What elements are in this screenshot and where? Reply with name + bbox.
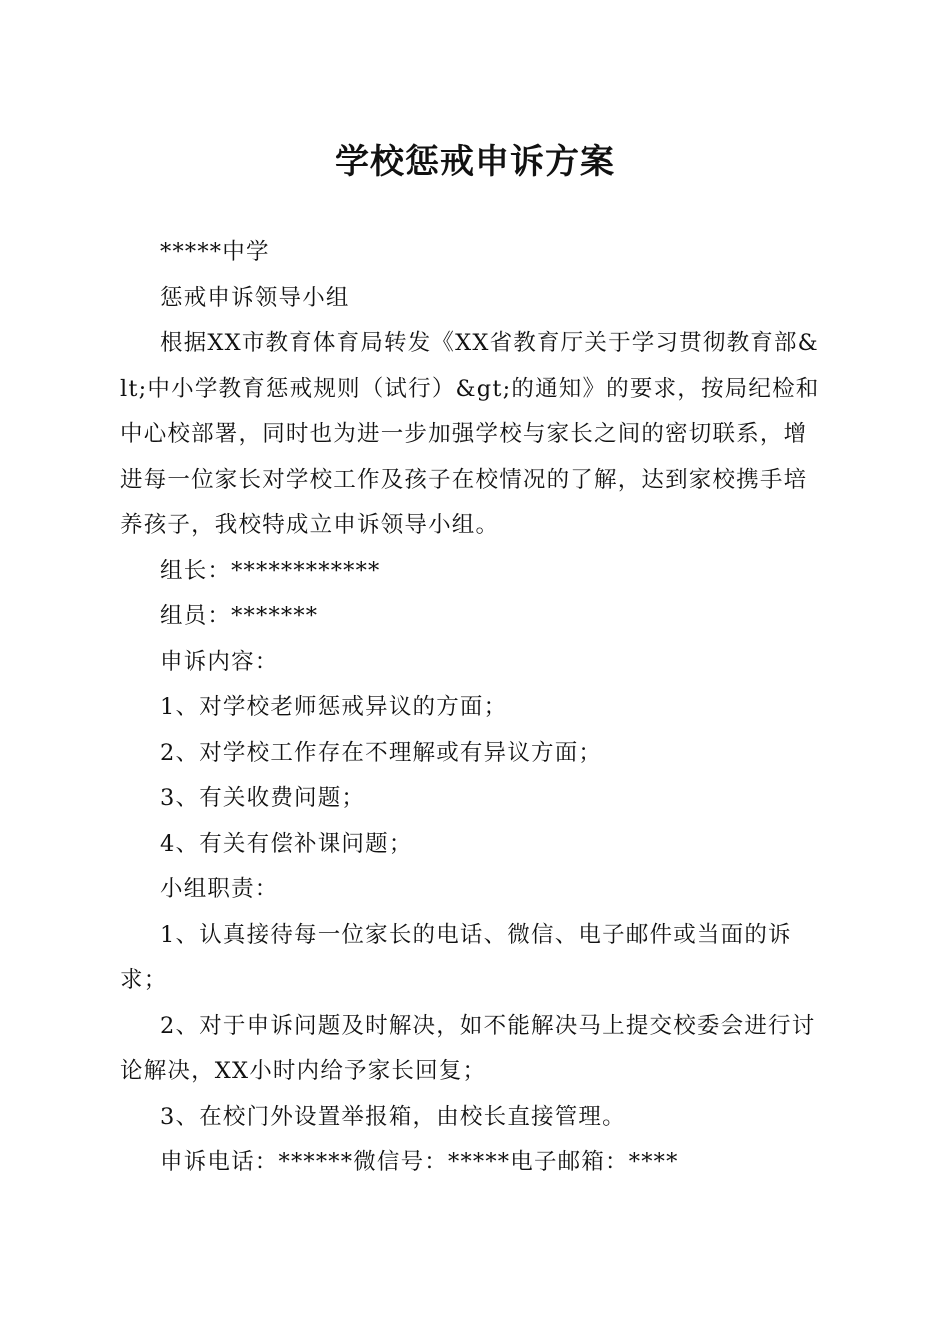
document-body xyxy=(120,230,825,1186)
appeal-content-item: 1、对学校老师惩戒异议的方面； xyxy=(160,694,508,720)
duty-item: 2、对于申诉问题及时解决，如不能解决马上提交校委会进行讨论解决，XX小时内给予家长回复； xyxy=(120,1012,816,1084)
school-name-line: *****中学 xyxy=(160,239,270,265)
contact-line: 申诉电话：******微信号：*****电子邮箱：**** xyxy=(160,1149,679,1175)
leader-line: 组长：************ xyxy=(160,557,381,584)
duty-item: 1、认真接待每一位家长的电话、微信、电子邮件或当面的诉求； xyxy=(120,921,792,993)
members-line: 组员：******* xyxy=(160,603,319,629)
duties-heading: 小组职责： xyxy=(160,876,279,902)
appeal-content-item: 2、对学校工作存在不理解或有异议方面； xyxy=(160,739,603,766)
group-name-line: 惩戒申诉领导小组 xyxy=(160,284,350,311)
intro-paragraph: 根据XX市教育体育局转发《XX省教育厅关于学习贯彻教育部&lt;中小学教育惩戒规则（试行）&gt;的通知》的要求，按局纪检和中心校部署，同时也为进一步加强学校与家长之间的密切联系，增进每一位家长对学校工作及孩子在校情况的了解，达到家校携手培养孩子，我校特成立申诉领导小组。 xyxy=(120,330,820,538)
appeal-content-item: 4、有关有偿补课问题； xyxy=(160,830,413,857)
appeal-content-item: 3、有关收费问题； xyxy=(160,785,366,811)
appeal-content-heading: 申诉内容： xyxy=(160,648,279,675)
document-title: 学校惩戒申诉方案 xyxy=(335,142,615,182)
duty-item: 3、在校门外设置举报箱，由校长直接管理。 xyxy=(160,1103,626,1130)
